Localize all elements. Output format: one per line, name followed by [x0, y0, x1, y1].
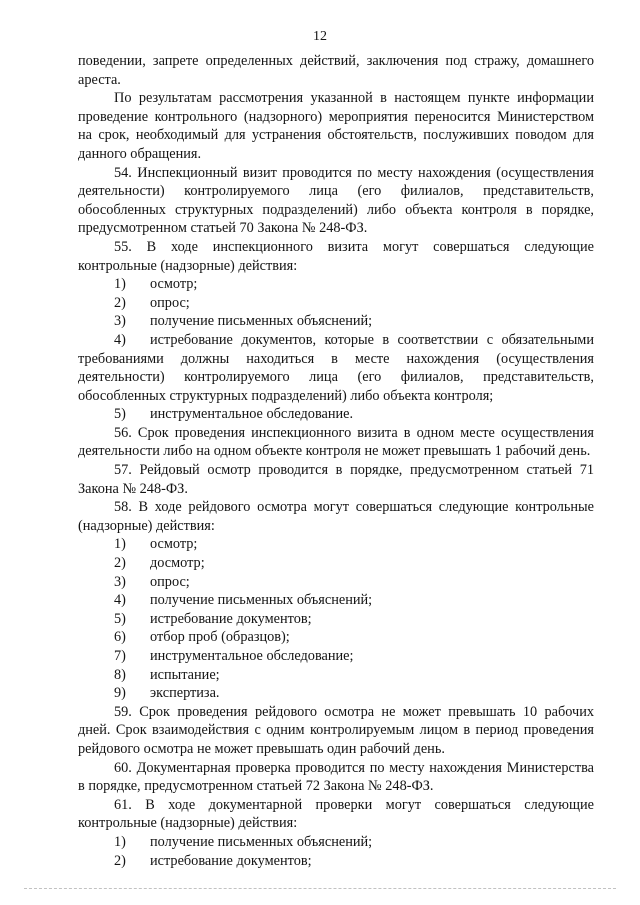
list-item-text: отбор проб (образцов); [150, 629, 290, 646]
paragraph-continuation: поведении, запрете определенных действий, заключения под стражу, домашнего ареста. [78, 53, 594, 88]
list-58 [78, 535, 594, 702]
list-item-number: 2) [114, 294, 126, 311]
paragraph-transfer: По результатам рассмотрения указанной в настоящем пункте информации проведение контрольного (надзорного) мероприятия переносится Министерством на срок, необходимый для устранения обстоятельств, послуживших поводом для данного обращения. [78, 90, 594, 162]
paragraph-58: 58. В ходе рейдового осмотра могут совершаться следующие контрольные (надзорные) действия: [78, 499, 594, 534]
list-item [78, 684, 594, 703]
list-item-text: осмотр; [150, 536, 198, 553]
list-item-number: 7) [114, 648, 126, 664]
paragraph-60: 60. Документарная проверка проводится по месту нахождения Министерства в порядке, предусмотренном статьей 72 Закона № 248-ФЗ. [78, 759, 594, 795]
list-item [78, 852, 594, 871]
list-item [78, 647, 594, 666]
list-item [78, 535, 594, 554]
list-item-text: инструментальное обследование; [150, 648, 354, 664]
paragraph-54: 54. Инспекционный визит проводится по месту нахождения (осуществления деятельности) контролируемого лица (его филиалов, представительств, обособленных структурных подразделений) либо объекта контроля в порядке, предусмотренном статьей 70 Закона № 248-ФЗ. [78, 164, 594, 237]
list-item [78, 275, 594, 294]
list-item-number: 8) [114, 666, 126, 683]
list-item [78, 331, 594, 405]
paragraph-61: 61. В ходе документарной проверки могут совершаться следующие контрольные (надзорные) действия: [78, 796, 594, 832]
list-item-text: получение письменных объяснений; [150, 313, 373, 330]
list-item [78, 294, 594, 313]
list-61 [78, 833, 594, 870]
list-item [78, 312, 594, 331]
list-item-number: 4) [114, 331, 126, 348]
list-item [78, 405, 594, 424]
list-item-text: досмотр; [150, 555, 205, 572]
list-item [78, 573, 594, 592]
list-item-text: истребование документов; [150, 852, 312, 869]
list-item-text: экспертиза. [150, 685, 220, 702]
list-item [78, 554, 594, 573]
list-item-number: 3) [114, 313, 126, 330]
list-item-text: опрос; [150, 294, 190, 311]
list-item-number: 1) [114, 536, 126, 553]
list-item [78, 610, 594, 629]
list-item-text: испытание; [150, 666, 220, 683]
list-item-number: 9) [114, 685, 126, 702]
paragraph-56: 56. Срок проведения инспекционного визита в одном месте осуществления деятельности либо на одном объекте контроля не может превышать 1 рабочий день. [78, 424, 594, 460]
paragraph-55: 55. В ходе инспекционного визита могут совершаться следующие контрольные (надзорные) действия: [78, 238, 594, 274]
list-item-text: истребование документов, которые в соответствии с обязательными требованиями должны находиться в месте нахождения (осуществления деятельности) контролируемого лица (его филиалов, представительств, обособленных структурных подразделений) либо объекта контроля; [78, 331, 594, 404]
page-bottom-edge [24, 888, 616, 889]
paragraph-59: 59. Срок проведения рейдового осмотра не может превышать 10 рабочих дней. Срок взаимодействия с одним контролируемым лицом в период проведения рейдового осмотра не может превышать один рабочий день. [78, 703, 594, 757]
list-item-text: инструментальное обследование. [150, 406, 354, 423]
list-item [78, 591, 594, 610]
list-item-number: 1) [114, 833, 126, 850]
paragraph-57: 57. Рейдовый осмотр проводится в порядке, предусмотренном статьей 71 Закона № 248-ФЗ. [78, 462, 594, 497]
list-item-text: опрос; [150, 573, 190, 590]
list-item-number: 1) [114, 276, 126, 293]
list-item-number: 3) [114, 573, 126, 590]
list-item [78, 628, 594, 647]
list-55 [78, 275, 594, 424]
list-item-number: 2) [114, 852, 126, 869]
list-item-text: получение письменных объяснений; [150, 833, 373, 850]
list-item-number: 4) [114, 592, 126, 609]
list-item-number: 5) [114, 610, 126, 627]
page-number: 12 [313, 29, 327, 44]
list-item-number: 5) [114, 406, 126, 423]
list-item-number: 2) [114, 555, 126, 572]
list-item-number: 6) [114, 629, 126, 646]
list-item [78, 833, 594, 852]
list-item [78, 666, 594, 685]
list-item-text: осмотр; [150, 276, 198, 293]
document-body [78, 52, 594, 870]
list-item-text: истребование документов; [150, 610, 312, 627]
list-item-text: получение письменных объяснений; [150, 592, 373, 609]
